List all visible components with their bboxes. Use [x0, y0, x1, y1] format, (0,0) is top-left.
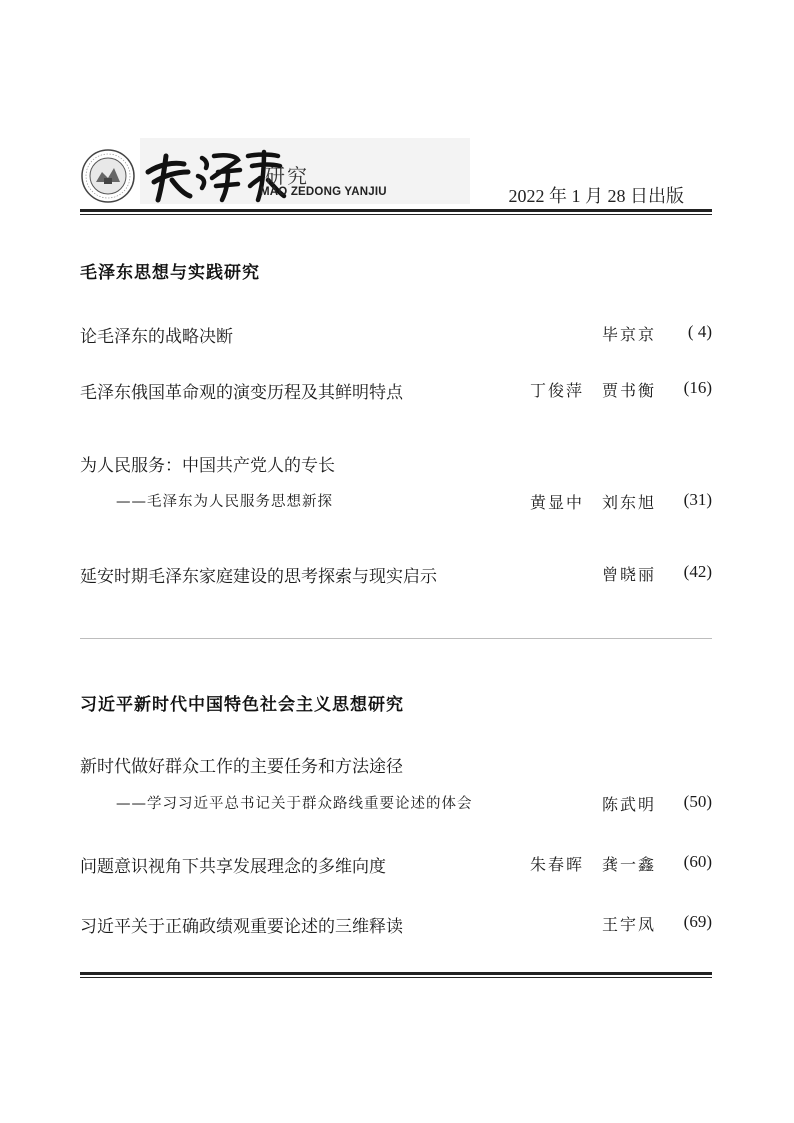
article-subtitle[interactable]: ——学习习近平总书记关于群众路线重要论述的体会	[116, 796, 473, 812]
toc-entry[interactable]	[80, 752, 712, 778]
article-authors: 黄显中 刘东旭	[529, 493, 656, 512]
page-number: ( 4)	[687, 322, 712, 341]
article-title[interactable]: 论毛泽东的战略决断	[80, 327, 233, 347]
article-title[interactable]: 新时代做好群众工作的主要任务和方法途径	[80, 757, 403, 777]
toc-entry[interactable]	[80, 852, 712, 878]
page-number: (42)	[683, 562, 712, 581]
article-authors: 王宇凤	[601, 915, 656, 934]
header-rule-thin	[80, 214, 712, 215]
section-title: 毛泽东思想与实践研究	[80, 263, 260, 283]
article-title[interactable]: 习近平关于正确政绩观重要论述的三维释读	[80, 917, 403, 937]
article-title[interactable]: 问题意识视角下共享发展理念的多维向度	[80, 857, 386, 877]
article-authors: 曾晓丽	[601, 565, 656, 584]
article-title[interactable]: 为人民服务：中国共产党人的专长	[80, 456, 335, 476]
toc-entry[interactable]	[80, 322, 712, 348]
toc-entry[interactable]	[80, 378, 712, 404]
logo-yanjiu: 研究	[265, 164, 309, 188]
toc-entry[interactable]	[80, 562, 712, 588]
masthead	[80, 138, 712, 208]
seal-icon	[80, 148, 136, 204]
section-title: 习近平新时代中国特色社会主义思想研究	[80, 695, 404, 715]
page-number: (50)	[683, 792, 712, 811]
toc-entry-subtitle-row[interactable]	[80, 792, 712, 818]
article-subtitle[interactable]: ——毛泽东为人民服务思想新探	[116, 494, 333, 510]
page-number: (31)	[683, 490, 712, 509]
toc-entry[interactable]	[80, 912, 712, 938]
footer-rule-thick	[80, 972, 712, 975]
article-authors: 陈武明	[601, 795, 656, 814]
article-title[interactable]: 毛泽东俄国革命观的演变历程及其鲜明特点	[80, 383, 403, 403]
page-number: (16)	[683, 378, 712, 397]
section-divider	[80, 638, 712, 639]
footer-rule-thin	[80, 977, 712, 978]
toc-entry[interactable]	[80, 451, 712, 477]
logo-pinyin: MAO ZEDONG YANJIU	[260, 186, 387, 198]
article-authors: 朱春晖 龚一鑫	[529, 855, 656, 874]
article-authors: 毕京京	[601, 325, 656, 344]
issue-date: 2022 年 1 月 28 日出版	[508, 186, 684, 206]
article-title[interactable]: 延安时期毛泽东家庭建设的思考探索与现实启示	[80, 567, 437, 587]
page-number: (60)	[683, 852, 712, 871]
header-rule-thick	[80, 209, 712, 212]
page-number: (69)	[683, 912, 712, 931]
article-authors: 丁俊萍 贾书衡	[529, 381, 656, 400]
toc-entry-subtitle-row[interactable]	[80, 490, 712, 516]
